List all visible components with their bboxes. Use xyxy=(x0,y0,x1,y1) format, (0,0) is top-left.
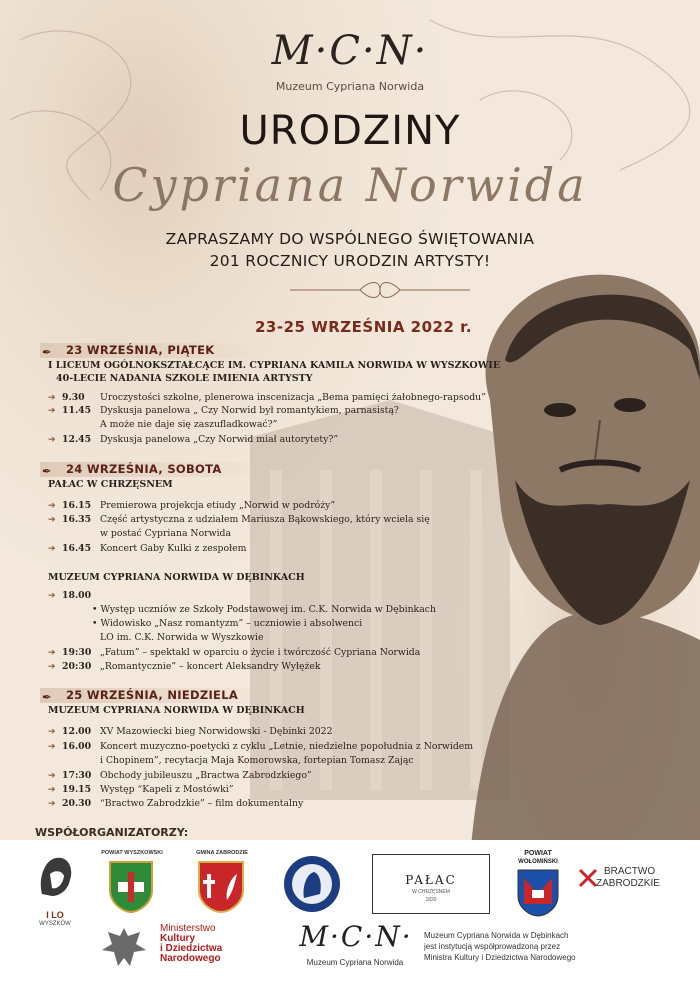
day3-event-2 xyxy=(48,741,473,752)
day3-event-4 xyxy=(48,784,234,795)
powiat-wol-crest xyxy=(516,868,560,918)
day3-label: 25 WRZEŚNIA, NIEDZIELA xyxy=(66,688,239,702)
arrow-icon: ➔ xyxy=(48,662,56,672)
day2-b-item1: • Występ uczniów ze Szkoły Podstawowej im. C.K. Norwida w Dębinkach xyxy=(92,604,436,615)
event-time: 11.45 xyxy=(62,405,92,416)
event-text: Dyskusja panelowa „ Czy Norwid był romantykiem, parnasistą? xyxy=(100,405,399,416)
footer-mcn-sub: Muzeum Cypriana Norwida xyxy=(306,958,404,967)
pen-icon: ✒ xyxy=(42,345,52,359)
event-text: Premierowa projekcja etiudy „Norwid w podróży” xyxy=(100,500,336,511)
day3-event-1 xyxy=(48,726,333,737)
note-line2: jest instytucją współprowadzoną przez xyxy=(424,942,561,951)
ministry-line4: Narodowego xyxy=(160,953,221,964)
event-time: 16.45 xyxy=(62,543,92,554)
invite-line1: ZAPRASZAMY DO WSPÓLNEGO ŚWIĘTOWANIA xyxy=(165,230,535,248)
title-line1: URODZINY xyxy=(239,108,461,154)
event-time: 12.45 xyxy=(62,434,92,445)
gmina-crest xyxy=(197,860,245,914)
event-text: Dyskusja panelowa „Czy Norwid miał autorytety?” xyxy=(100,434,339,445)
palac-logo xyxy=(372,854,490,914)
gmina-label: GMINA ZABRODZIE xyxy=(196,850,248,856)
arrow-icon: ➔ xyxy=(48,727,56,737)
powiat-wol-2: WOŁOMIŃSKI xyxy=(518,859,558,865)
day3-heading xyxy=(40,688,266,703)
day3-event-2-cont: i Chopinem”, recytacja Maja Komorowska, fortepian Tomasz Zając xyxy=(100,755,414,766)
school-seal xyxy=(282,854,342,914)
arrow-icon: ➔ xyxy=(48,515,56,525)
arrow-icon: ➔ xyxy=(48,406,56,416)
event-text: Uroczystości szkolne, plenerowa inscenizacja „Bema pamięci żałobnego-rapsodu” xyxy=(100,392,486,403)
pen-icon: ✒ xyxy=(42,690,52,704)
pen-icon: ✒ xyxy=(42,464,52,478)
day2-venue-b: MUZEUM CYPRIANA NORWIDA W DĘBINKACH xyxy=(48,572,305,583)
day1-event-1 xyxy=(48,392,486,403)
arrow-icon: ➔ xyxy=(48,501,56,511)
ornament-divider xyxy=(290,280,470,300)
event-text: Koncert Gaby Kulki z zespołem xyxy=(100,543,247,554)
day1-heading xyxy=(40,343,266,358)
day2-event-b2 xyxy=(48,647,420,658)
event-time: 16.35 xyxy=(62,514,92,525)
event-time: 20.30 xyxy=(62,798,92,809)
palac-sub: W CHRZĘSNEM xyxy=(412,889,450,895)
invite-text xyxy=(0,228,700,272)
event-text: „Romantycznie” – koncert Aleksandry Wyłężek xyxy=(100,661,321,672)
lo-logo xyxy=(30,850,80,908)
day3-event-3 xyxy=(48,770,312,781)
eagle-emblem xyxy=(100,922,148,974)
arrow-icon: ➔ xyxy=(48,785,56,795)
day2-heading xyxy=(40,462,266,477)
logo-mark: M·C·N· xyxy=(271,28,429,74)
arrow-icon: ➔ xyxy=(48,771,56,781)
powiat-wysz-label: POWIAT WYSZKOWSKI xyxy=(101,850,163,856)
arrow-icon: ➔ xyxy=(48,648,56,658)
day1-venue-sub: 40-LECIE NADANIA SZKOLE IMIENIA ARTYSTY xyxy=(56,373,313,384)
lo-label: I LO xyxy=(46,910,64,920)
day2-venue: PAŁAC W CHRZĘSNEM xyxy=(48,479,173,490)
day1-event-2 xyxy=(48,405,399,416)
event-time: 16.15 xyxy=(62,500,92,511)
sponsors-footer xyxy=(0,840,700,990)
bractwo-emblem xyxy=(578,868,598,888)
arrow-icon: ➔ xyxy=(48,544,56,554)
day3-venue: MUZEUM CYPRIANA NORWIDA W DĘBINKACH xyxy=(48,705,305,716)
ministry-name xyxy=(160,924,222,964)
day2-event-2 xyxy=(48,514,430,525)
event-time: 19:30 xyxy=(62,647,92,658)
arrow-icon: ➔ xyxy=(48,435,56,445)
lo-sub: WYSZKÓW xyxy=(39,921,71,927)
powiat-wysz-crest xyxy=(108,860,154,914)
event-time: 9.30 xyxy=(62,392,85,403)
event-text: „Fatum” – spektakl w oparciu o życie i twórczość Cypriana Norwida xyxy=(100,647,421,658)
event-time: 12.00 xyxy=(62,726,92,737)
day2-event-b3 xyxy=(48,661,321,672)
arrow-icon: ➔ xyxy=(48,591,56,601)
day2-label: 24 WRZEŚNIA, SOBOTA xyxy=(66,462,222,476)
arrow-icon: ➔ xyxy=(48,393,56,403)
note-line1: Muzeum Cypriana Norwida w Dębinkach xyxy=(424,931,569,940)
day2-event-1 xyxy=(48,500,335,511)
event-time: 20:30 xyxy=(62,661,92,672)
day2-event-2-cont: w postać Cypriana Norwida xyxy=(100,528,232,539)
logo-subtitle: Muzeum Cypriana Norwida xyxy=(275,80,425,93)
day3-event-5 xyxy=(48,798,303,809)
arrow-icon: ➔ xyxy=(48,799,56,809)
day2-b-item2: • Widowisko „Nasz romantyzm” – uczniowie i absolwenci xyxy=(92,618,363,629)
event-text: “Bractwo Zabrodzkie” – film dokumentalny xyxy=(100,798,304,809)
day2-event-3 xyxy=(48,543,246,554)
event-time: 18.00 xyxy=(62,590,92,601)
event-text: Część artystyczna z udziałem Mariusza Bąkowskiego, który wciela się xyxy=(100,514,430,525)
event-time: 19.15 xyxy=(62,784,92,795)
palac-year: 1820 xyxy=(425,897,437,903)
bractwo-2: ZABRODZKIE xyxy=(596,878,660,889)
note-line3: Ministra Kultury i Dziedzictwa Narodowego xyxy=(424,953,576,962)
arrow-icon: ➔ xyxy=(48,742,56,752)
event-time: 16.00 xyxy=(62,741,92,752)
event-time: 17:30 xyxy=(62,770,92,781)
invite-line2: 201 ROCZNICY URODZIN ARTYSTY! xyxy=(209,252,491,270)
day2-b-item2-cont: LO im. C.K. Norwida w Wyszkowie xyxy=(100,632,264,643)
ministry-line2: Kultury xyxy=(160,933,195,944)
day1-event-2-cont: A może nie daje się zaszufladkować?” xyxy=(100,419,278,430)
coorganizers-heading: WSPÓŁORGANIZATORZY: xyxy=(35,826,189,839)
event-text: Obchody jubileuszu „Bractwa Zabrodzkiego” xyxy=(100,770,312,781)
powiat-wol-1: POWIAT xyxy=(524,850,552,857)
day1-event-3 xyxy=(48,434,338,445)
title-line2: Cypriana Norwida xyxy=(112,158,588,212)
palac-title: PAŁAC xyxy=(405,873,457,887)
day2-event-b xyxy=(48,590,100,601)
event-text: XV Mazowiecki bieg Norwidowski - Dębinki 2022 xyxy=(100,726,333,737)
ministry-line1: Ministerstwo xyxy=(160,923,216,934)
institution-note xyxy=(424,930,576,963)
footer-mcn-mark: M·C·N· xyxy=(299,920,413,953)
day1-label: 23 WRZEŚNIA, PIĄTEK xyxy=(66,343,215,357)
ministry-line3: i Dziedzictwa xyxy=(160,943,223,954)
event-text: Występ “Kapeli z Mostówki” xyxy=(100,784,234,795)
bractwo-1: BRACTWO xyxy=(604,866,656,877)
day1-venue: I LICEUM OGÓLNOKSZTAŁCĄCE IM. CYPRIANA KAMILA NORWIDA W WYSZKOWIE xyxy=(48,360,501,371)
event-text: Koncert muzyczno-poetycki z cyklu „Letnie, niedzielne popołudnia z Norwidem xyxy=(100,741,474,752)
event-dates: 23-25 WRZEŚNIA 2022 r. xyxy=(255,318,473,336)
